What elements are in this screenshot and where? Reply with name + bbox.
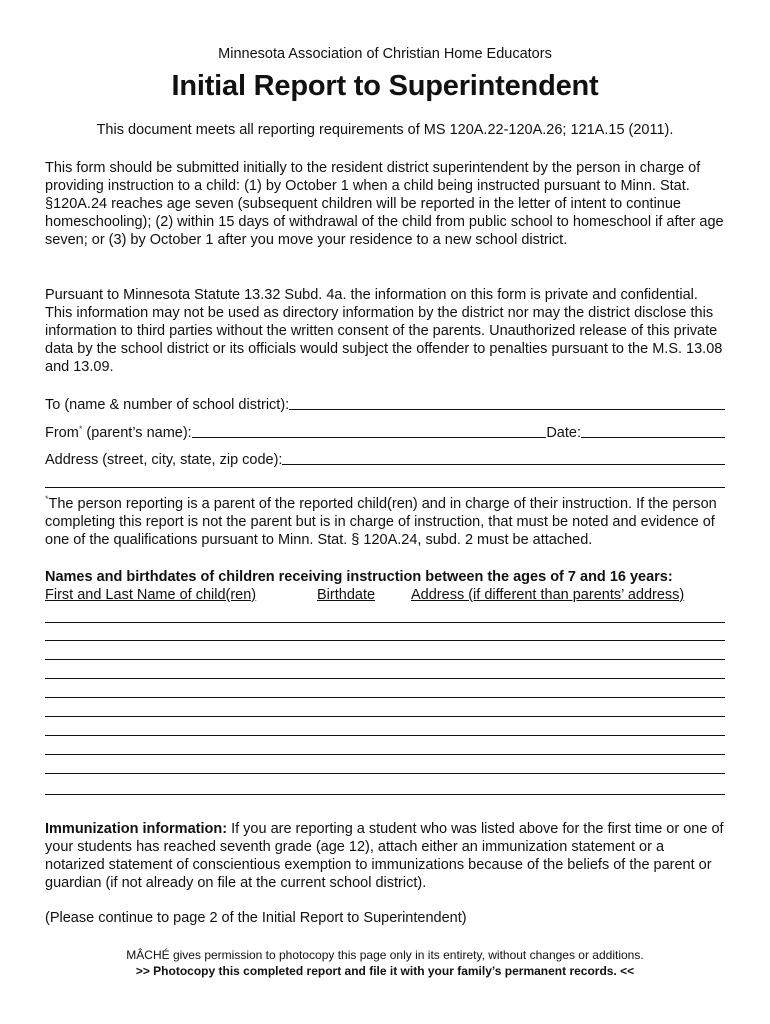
parent-name-input-line[interactable] [192,423,547,438]
asterisk-marker: * [78,424,83,434]
page-title: Initial Report to Superintendent [171,70,599,102]
photocopy-permission: MÂCHÉ gives permission to photocopy this page only in its entirety, without changes or additions. [126,948,644,962]
address-input-line[interactable] [282,450,725,465]
to-district-label: To (name & number of school district): [45,397,290,413]
child-entry-line[interactable] [45,697,725,698]
reporting-person-note: *The person reporting is a parent of the reported child(ren) and in charge of their instruction. If the person completing this report is not the parent but is in charge of instruction, that must be noted and evidence of one of the qualifications pursuant to Minn. Stat. § 120A.24, subd. 2 must be attached. [45,494,717,548]
child-entry-line[interactable] [45,622,725,623]
children-section-heading: Names and birthdates of children receiving instruction between the ages of 7 and 16 years: [45,569,673,585]
date-label: Date: [546,425,581,441]
date-input-line[interactable] [581,423,725,438]
continue-note: (Please continue to page 2 of the Initial Report to Superintendent) [45,910,467,926]
from-parent-field [45,423,725,441]
child-entry-line[interactable] [45,735,725,736]
column-header-birthdate: Birthdate [317,587,376,603]
address-label: Address (street, city, state, zip code): [45,452,283,468]
column-header-address: Address (if different than parents’ address) [411,587,685,603]
to-district-field [45,395,725,413]
child-entry-line[interactable] [45,794,725,795]
intro-paragraph-submission: This form should be submitted initially to the resident district superintendent by the person in charge of providing instruction to a child: (1) by October 1 when a child being instructed pursuant to Minn. Stat. §120A.24 reaches age seven (subsequent children will be reported in the letter of intent to continue homeschooling); (2) within 15 days of withdrawal of the child from public school to homeschool if after age seven; or (3) by October 1 after you move your residence to a new school district. [45,160,724,248]
immunization-paragraph: Immunization information: If you are reporting a student who was listed above for the first time or one of your students has reached seventh grade (age 12), attach either an immunization statement or a notarized statement of conscientious exemption to immunizations because of the beliefs of the parent or guardian (if not already on file at the current school district). [45,821,724,891]
address-second-line[interactable] [45,487,725,488]
asterisk-marker: * [45,494,49,504]
column-header-child-name: First and Last Name of child(ren) [45,587,257,603]
child-entry-line[interactable] [45,716,725,717]
child-entry-line[interactable] [45,659,725,660]
intro-paragraph-privacy: Pursuant to Minnesota Statute 13.32 Subd. 4a. the information on this form is private and confidential. This information may not be used as directory information by the district nor may the district disclose this information to third parties without the written consent of the parents. Unauthorized release of this private data by the school district or its officials would subject the offender to penalties pursuant to the M.S. 13.08 and 13.09. [45,287,723,375]
organization-name: Minnesota Association of Christian Home Educators [218,46,552,62]
statute-subtitle: This document meets all reporting requirements of MS 120A.22-120A.26; 121A.15 (2011). [96,122,674,138]
photocopy-instruction: >> Photocopy this completed report and file it with your family’s permanent records. << [135,964,635,978]
immunization-label: Immunization information: [45,821,228,837]
child-entry-line[interactable] [45,640,725,641]
from-label: From* (parent’s name): [45,424,192,441]
child-entry-line[interactable] [45,754,725,755]
address-field [45,450,725,468]
child-entry-line[interactable] [45,773,725,774]
child-entry-line[interactable] [45,678,725,679]
to-district-input-line[interactable] [289,395,725,410]
